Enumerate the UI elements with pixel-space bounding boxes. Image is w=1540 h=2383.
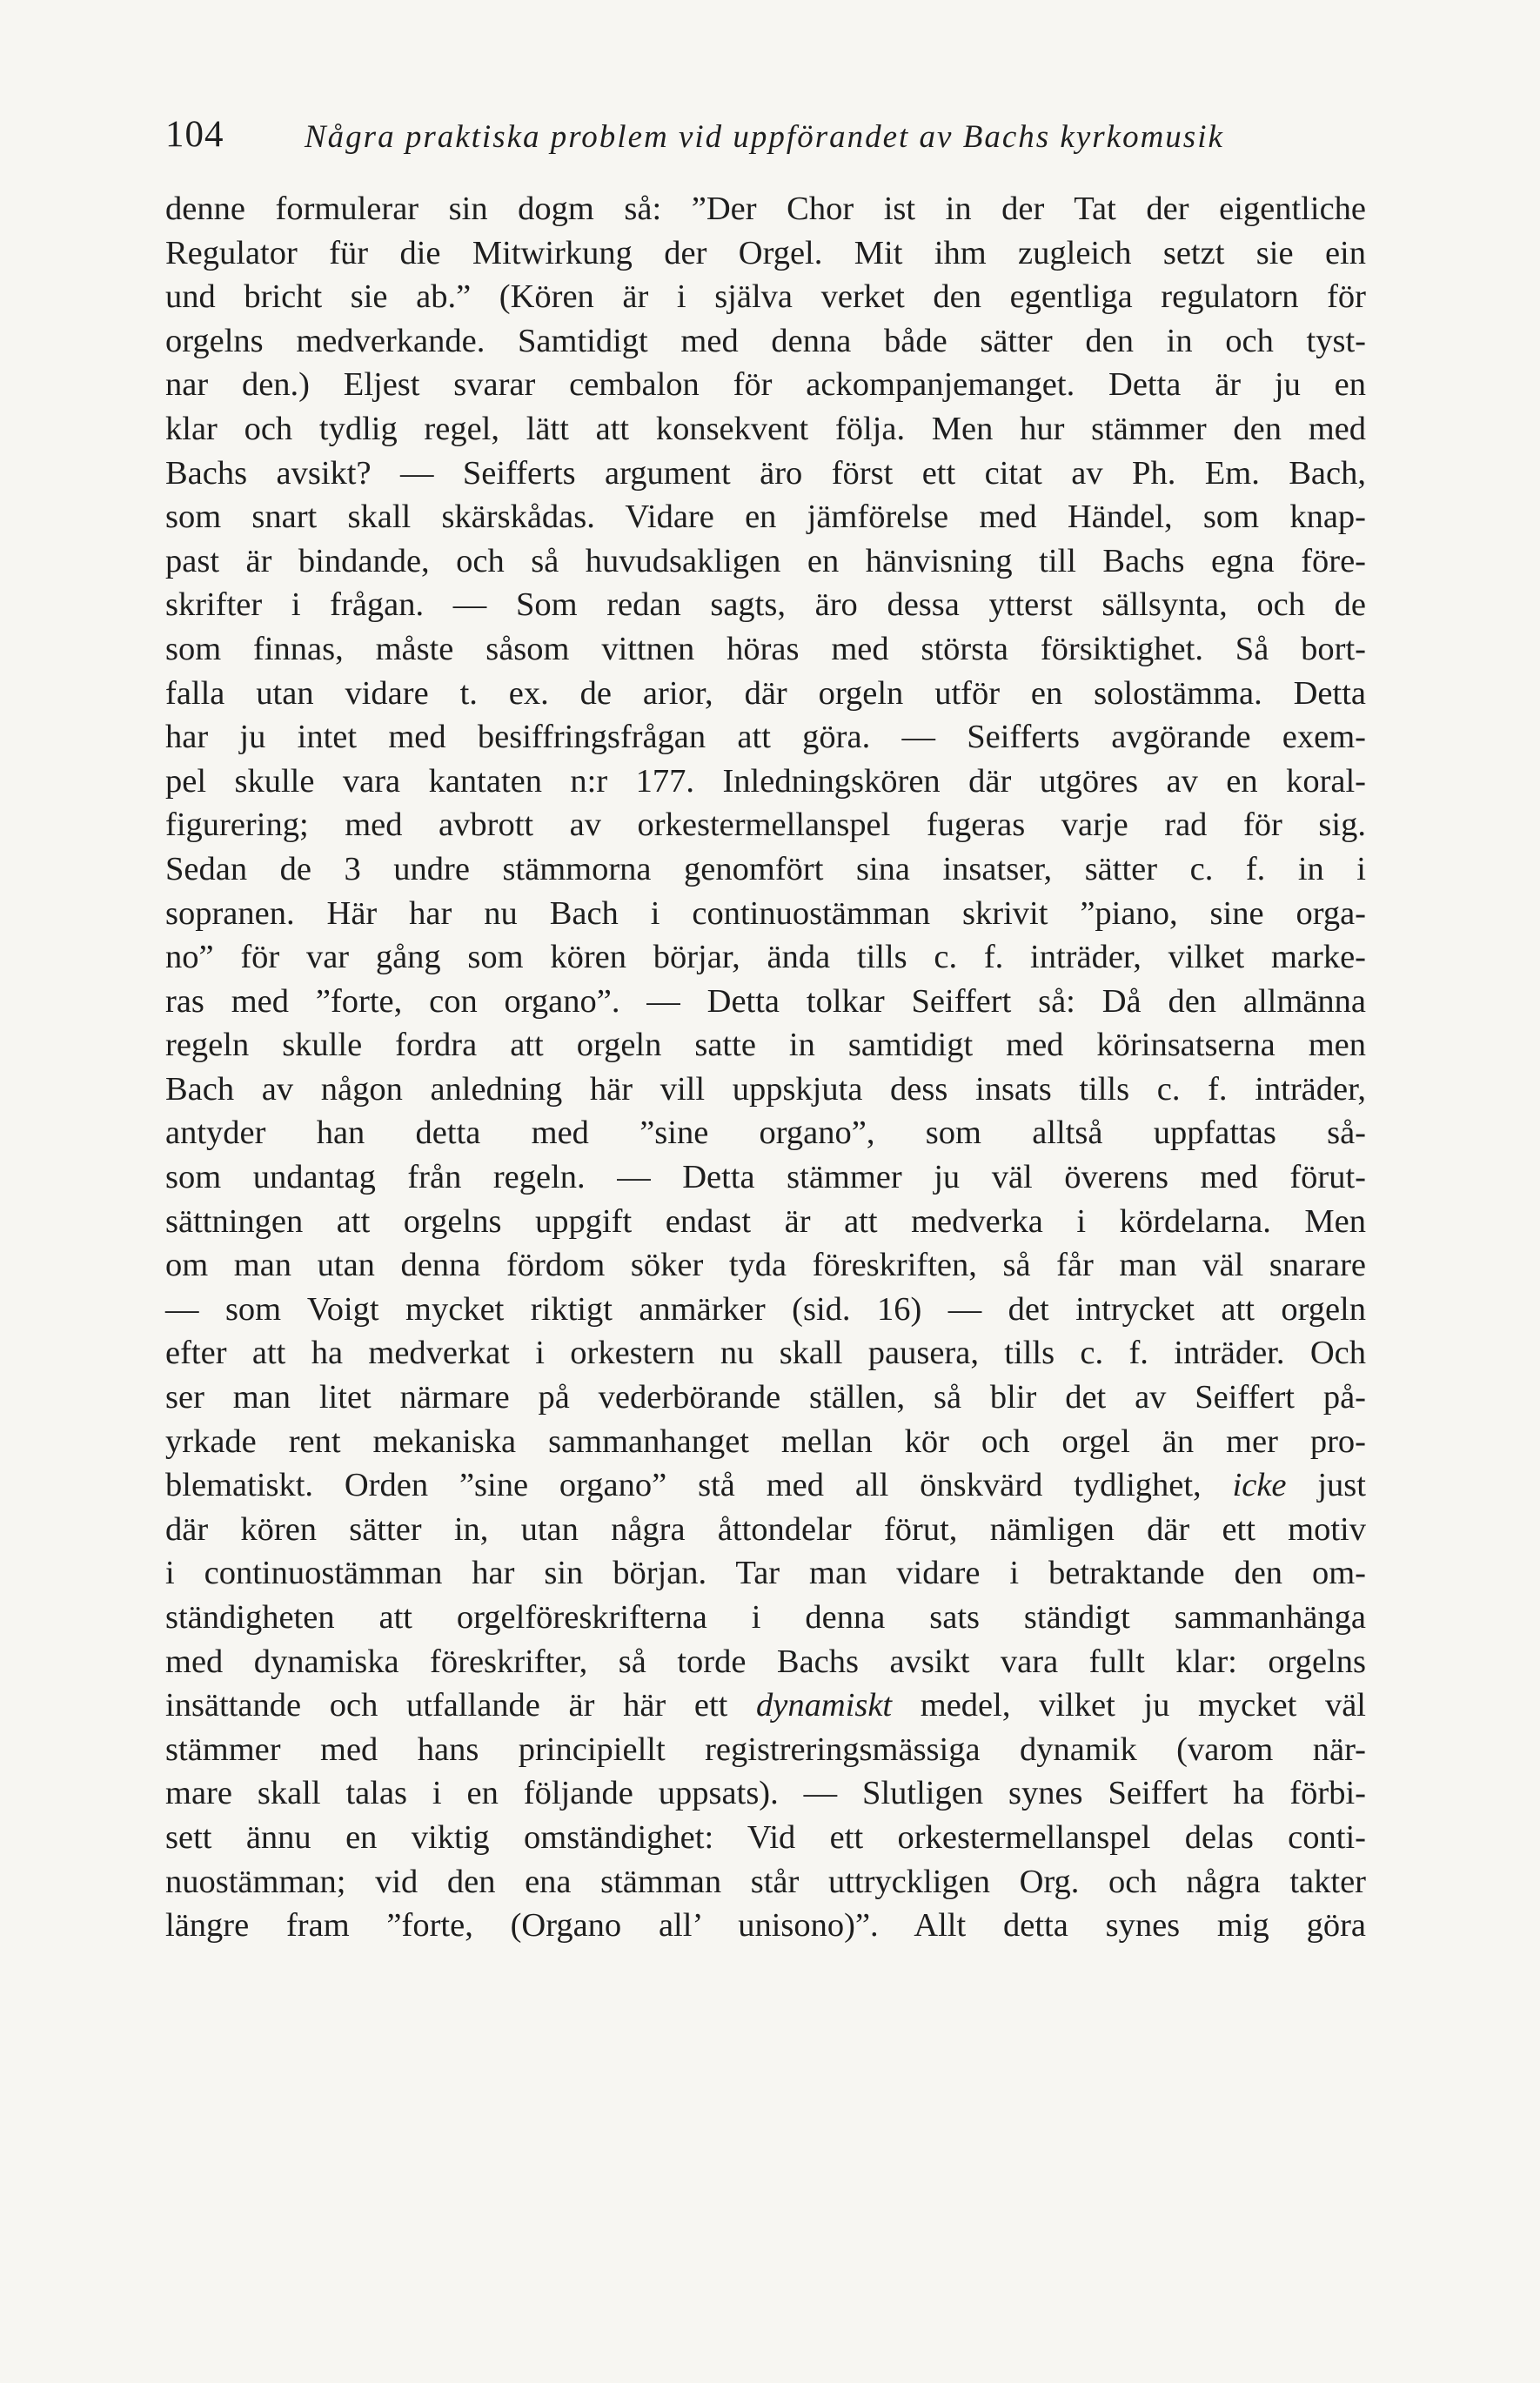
text-segment: har ju intet med besiffringsfrågan att göra. — Seifferts avgörande exem-	[165, 719, 1366, 756]
text-line	[165, 1728, 1366, 1772]
text-line	[165, 1596, 1366, 1640]
text-segment: insättande och utfallande är här ett	[165, 1687, 756, 1724]
page-number: 104	[165, 114, 224, 155]
text-line	[165, 319, 1366, 364]
emphasized-word: dynamiskt	[756, 1687, 893, 1724]
text-segment: orgelns medverkande. Samtidigt med denna både sätter den in och tyst-	[165, 322, 1366, 359]
text-segment: Bachs avsikt? — Seifferts argument äro först ett citat av Ph. Em. Bach,	[165, 454, 1366, 492]
text-segment: yrkade rent mekaniska sammanhanget mellan kör och orgel än mer pro-	[165, 1422, 1366, 1460]
text-segment: und bricht sie ab.” (Kören är i själva verket den egentliga regulatorn för	[165, 278, 1366, 316]
text-line	[165, 452, 1366, 496]
text-line	[165, 1860, 1366, 1904]
text-line	[165, 1683, 1366, 1728]
text-segment: antyder han detta med ”sine organo”, som alltså uppfattas så-	[165, 1115, 1366, 1152]
text-line	[165, 672, 1366, 716]
text-segment: i continuostämman har sin början. Tar man vidare i betraktande den om-	[165, 1555, 1366, 1592]
text-line	[165, 1508, 1366, 1552]
text-segment: mare skall talas i en följande uppsats). — Slutligen synes Seiffert ha förbi-	[165, 1775, 1366, 1812]
text-line	[165, 231, 1366, 276]
text-line	[165, 539, 1366, 584]
text-line	[165, 627, 1366, 672]
text-segment: past är bindande, och så huvudsakligen en hänvisning till Bachs egna före-	[165, 542, 1366, 579]
text-segment: no” för var gång som kören börjar, ända tills c. f. inträder, vilket marke-	[165, 939, 1366, 976]
emphasized-word: icke	[1232, 1467, 1287, 1504]
text-segment: pel skulle vara kantaten n:r 177. Inledningskören där utgöres av en koral-	[165, 762, 1366, 800]
text-segment: just	[1286, 1467, 1366, 1504]
text-segment: om man utan denna fördom söker tyda föreskriften, så får man väl snarare	[165, 1247, 1366, 1284]
text-segment: efter att ha medverkat i orkestern nu skall pausera, tills c. f. inträder. Och	[165, 1335, 1366, 1372]
text-segment: sett ännu en viktig omständighet: Vid ett orkestermellanspel delas conti-	[165, 1818, 1366, 1856]
page-header	[165, 103, 1244, 164]
text-line	[165, 892, 1366, 936]
text-segment: falla utan vidare t. ex. de arior, där orgeln utför en solostämma. Detta	[165, 674, 1366, 712]
text-line	[165, 1243, 1366, 1288]
text-line	[165, 1420, 1366, 1464]
text-line	[165, 583, 1366, 627]
text-line	[165, 1816, 1366, 1860]
text-line	[165, 715, 1366, 760]
text-line	[165, 847, 1366, 892]
running-title: Några praktiska problem vid uppförandet av Bachs kyrkomusik	[305, 119, 1224, 155]
text-segment: som finnas, måste såsom vittnen höras med största försiktighet. Så bort-	[165, 630, 1366, 667]
text-segment: ser man litet närmare på vederbörande ställen, så blir det av Seiffert på-	[165, 1379, 1366, 1416]
text-segment: figurering; med avbrott av orkestermellanspel fugeras varje rad för sig.	[165, 807, 1366, 844]
text-line	[165, 1200, 1366, 1244]
text-line	[165, 1111, 1366, 1155]
text-segment: som snart skall skärskådas. Vidare en jämförelse med Händel, som knap-	[165, 499, 1366, 536]
text-segment: blematiskt. Orden ”sine organo” stå med all önskvärd tydlighet,	[165, 1467, 1233, 1504]
text-line	[165, 1068, 1366, 1112]
text-segment: där kören sätter in, utan några åttondelar förut, nämligen där ett motiv	[165, 1510, 1366, 1548]
text-line	[165, 1551, 1366, 1596]
text-line	[165, 1331, 1366, 1376]
text-line	[165, 275, 1366, 319]
text-line	[165, 1288, 1366, 1332]
text-segment: som undantag från regeln. — Detta stämmer ju väl överens med förut-	[165, 1159, 1366, 1196]
text-segment: denne formulerar sin dogm så: ”Der Chor ist in der Tat der eigentliche	[165, 191, 1366, 227]
text-segment: sopranen. Här har nu Bach i continuostämman skrivit ”piano, sine orga-	[165, 894, 1366, 932]
text-segment: Sedan de 3 undre stämmorna genomfört sina insatser, sätter c. f. in i	[165, 850, 1366, 887]
text-segment: Bach av någon anledning här vill uppskjuta dess insats tills c. f. inträder,	[165, 1070, 1366, 1108]
text-line	[165, 407, 1366, 452]
text-line	[165, 1904, 1366, 1948]
text-segment: ras med ”forte, con organo”. — Detta tolkar Seiffert så: Då den allmänna	[165, 982, 1366, 1020]
body-text	[165, 187, 1366, 1948]
text-line	[165, 1376, 1366, 1420]
text-segment: regeln skulle fordra att orgeln satte in samtidigt med körinsatserna men	[165, 1027, 1366, 1064]
text-segment: med dynamiska föreskrifter, så torde Bachs avsikt vara fullt klar: orgelns	[165, 1643, 1366, 1680]
text-segment: — som Voigt mycket riktigt anmärker (sid. 16) — det intrycket att orgeln	[165, 1290, 1366, 1328]
text-line	[165, 187, 1366, 231]
text-segment: nuostämman; vid den ena stämman står uttryckligen Org. och några takter	[165, 1863, 1366, 1900]
text-line	[165, 980, 1366, 1024]
text-segment: Regulator für die Mitwirkung der Orgel. Mit ihm zugleich setzt sie ein	[165, 234, 1366, 271]
text-line	[165, 1023, 1366, 1068]
text-line	[165, 935, 1366, 980]
text-segment: längre fram ”forte, (Organo all’ unisono)”. Allt detta synes mig göra	[165, 1907, 1366, 1945]
text-line	[165, 363, 1366, 407]
text-segment: skrifter i frågan. — Som redan sagts, äro dessa ytterst sällsynta, och de	[165, 586, 1366, 624]
text-line	[165, 1771, 1366, 1816]
text-line	[165, 1155, 1366, 1200]
text-line	[165, 803, 1366, 847]
text-segment: stämmer med hans principiellt registreringsmässiga dynamik (varom när-	[165, 1730, 1366, 1768]
text-line	[165, 1463, 1366, 1508]
text-segment: nar den.) Eljest svarar cembalon för ackompanjemanget. Detta är ju en	[165, 366, 1366, 404]
text-segment: ständigheten att orgelföreskrifterna i denna sats ständigt sammanhänga	[165, 1599, 1366, 1636]
text-segment: sättningen att orgelns uppgift endast är att medverka i kördelarna. Men	[165, 1202, 1366, 1240]
text-segment: medel, vilket ju mycket väl	[892, 1687, 1366, 1724]
text-line	[165, 760, 1366, 804]
text-line	[165, 495, 1366, 539]
text-segment: klar och tydlig regel, lätt att konsekvent följa. Men hur stämmer den med	[165, 410, 1366, 447]
text-line	[165, 1640, 1366, 1684]
